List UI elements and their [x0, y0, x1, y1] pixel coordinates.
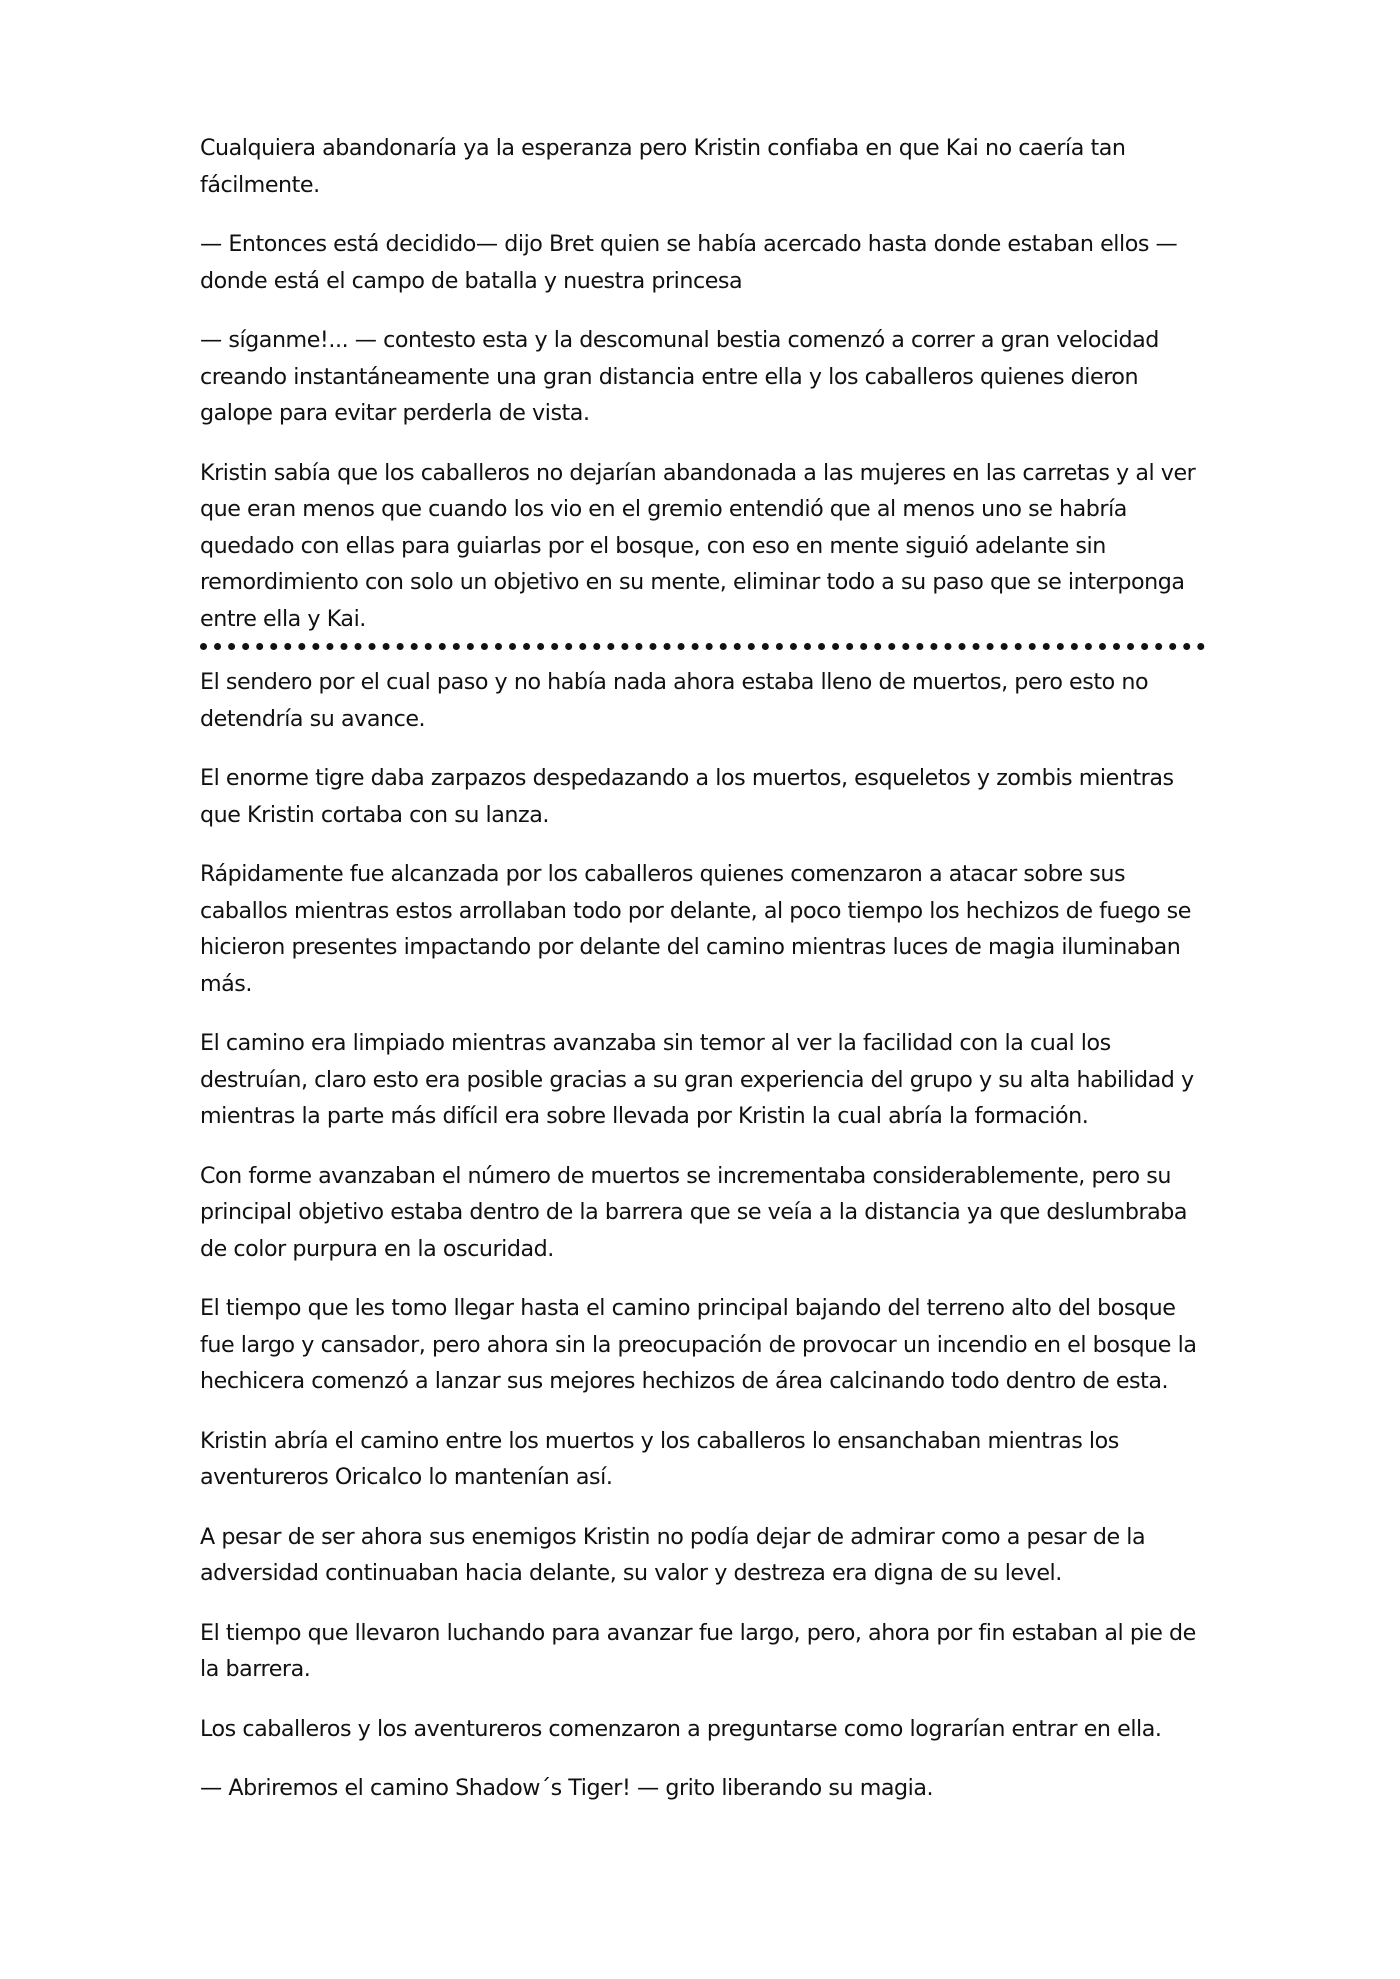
- paragraph: — síganme!... — contesto esta y la descomunal bestia comenzó a correr a gran velocidad creando instantáneamente una gran distancia entre ella y los caballeros quienes dieron galope para evitar perderla de vista.: [200, 327, 1159, 426]
- paragraph: — Abriremos el camino Shadow´s Tiger! — grito liberando su magia.: [200, 1775, 934, 1801]
- paragraph: El camino era limpiado mientras avanzaba sin temor al ver la facilidad con la cual los destruían, claro esto era posible gracias a su gran experiencia del grupo y su alta habilidad y mientras la parte más difícil era sobre llevada por Kristin la cual abría la formación.: [200, 1030, 1194, 1129]
- paragraph: Cualquiera abandonaría ya la esperanza pero Kristin confiaba en que Kai no caería tan fácilmente.: [200, 135, 1126, 198]
- scene-break-separator: [200, 643, 1205, 650]
- document-body: [200, 130, 1210, 1807]
- paragraph: Kristin sabía que los caballeros no dejarían abandonada a las mujeres en las carretas y al ver que eran menos que cuando los vio en el gremio entendió que al menos uno se habría quedado con ellas para guiarlas por el bosque, con eso en mente siguió adelante sin remordimiento con solo un objetivo en su mente, eliminar todo a su paso que se interponga entre ella y Kai.: [200, 459, 1196, 632]
- paragraph: El enorme tigre daba zarpazos despedazando a los muertos, esqueletos y zombis mientras que Kristin cortaba con su lanza.: [200, 765, 1174, 828]
- paragraph: A pesar de ser ahora sus enemigos Kristin no podía dejar de admirar como a pesar de la adversidad continuaban hacia delante, su valor y destreza era digna de su level.: [200, 1523, 1146, 1586]
- paragraph: El sendero por el cual paso y no había nada ahora estaba lleno de muertos, pero esto no detendría su avance.: [200, 669, 1149, 732]
- paragraph: Kristin abría el camino entre los muertos y los caballeros lo ensanchaban mientras los aventureros Oricalco lo mantenían así.: [200, 1427, 1119, 1490]
- paragraph: Los caballeros y los aventureros comenzaron a preguntarse como lograrían entrar en ella.: [200, 1715, 1162, 1742]
- paragraph: Con forme avanzaban el número de muertos se incrementaba considerablemente, pero su principal objetivo estaba dentro de la barrera que se veía a la distancia ya que deslumbraba de color purpura en la oscuridad.: [200, 1162, 1188, 1262]
- paragraph: El tiempo que llevaron luchando para avanzar fue largo, pero, ahora por fin estaban al pie de la barrera.: [200, 1619, 1196, 1682]
- paragraph: Rápidamente fue alcanzada por los caballeros quienes comenzaron a atacar sobre sus caballos mientras estos arrollaban todo por delante, al poco tiempo los hechizos de fuego se hicieron presentes impactando por delante del camino mientras luces de magia iluminaban más.: [200, 861, 1191, 997]
- paragraph: — Entonces está decidido— dijo Bret quien se había acercado hasta donde estaban ellos — donde está el campo de batalla y nuestra princesa: [200, 231, 1178, 294]
- paragraph: El tiempo que les tomo llegar hasta el camino principal bajando del terreno alto del bosque fue largo y cansador, pero ahora sin la preocupación de provocar un incendio en el bosque la hechicera comenzó a lanzar sus mejores hechizos de área calcinando todo dentro de esta.: [200, 1295, 1197, 1394]
